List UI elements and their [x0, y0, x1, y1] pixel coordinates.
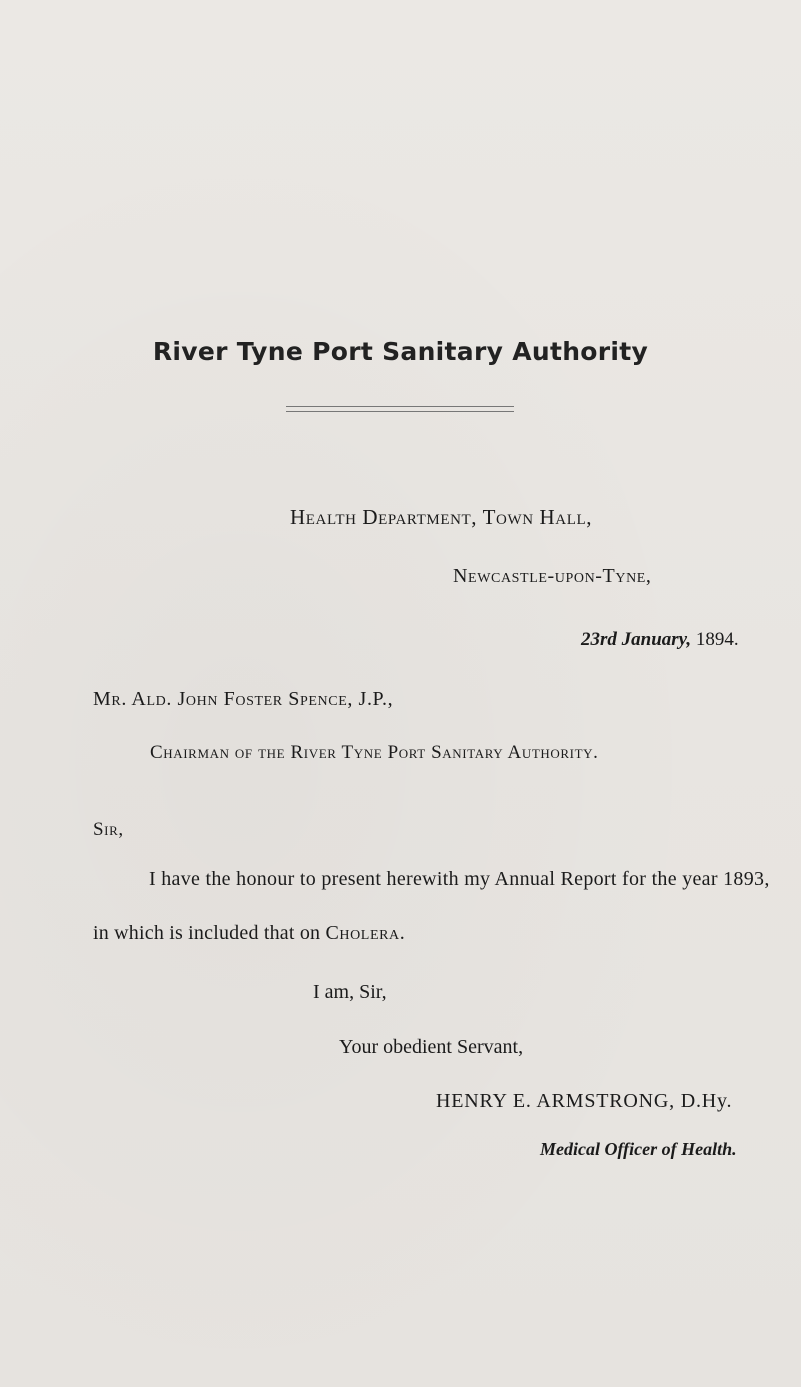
body-line-2-subject: Cholera. — [325, 922, 406, 944]
body-line-2-text: in which is included that on — [93, 922, 321, 944]
authority-heading: River Tyne Port Sanitary Authority — [152, 337, 649, 366]
body-line-2 — [93, 922, 405, 945]
closing-line-1: I am, Sir, — [313, 981, 387, 1003]
recipient-name: Mr. Ald. John Foster Spence, J.P., — [93, 688, 394, 710]
recipient-position: Chairman of the River Tyne Port Sanitary Authority. — [150, 742, 599, 763]
department-line: Health Department, Town Hall, — [290, 505, 593, 529]
city-line: Newcastle-upon-Tyne, — [453, 565, 652, 587]
date-day-month: 23rd January, — [581, 629, 692, 650]
salutation: Sir, — [93, 819, 124, 840]
signature-title: Medical Officer of Health. — [540, 1139, 737, 1159]
signature-name: HENRY E. ARMSTRONG, D.Hy. — [436, 1090, 733, 1112]
closing-line-2: Your obedient Servant, — [339, 1036, 524, 1058]
heading-rule — [286, 406, 514, 412]
date-line — [581, 629, 739, 651]
date-year: 1894. — [695, 629, 739, 650]
body-line-1: I have the honour to present herewith my Annual Report for the year 1893, — [149, 868, 770, 890]
